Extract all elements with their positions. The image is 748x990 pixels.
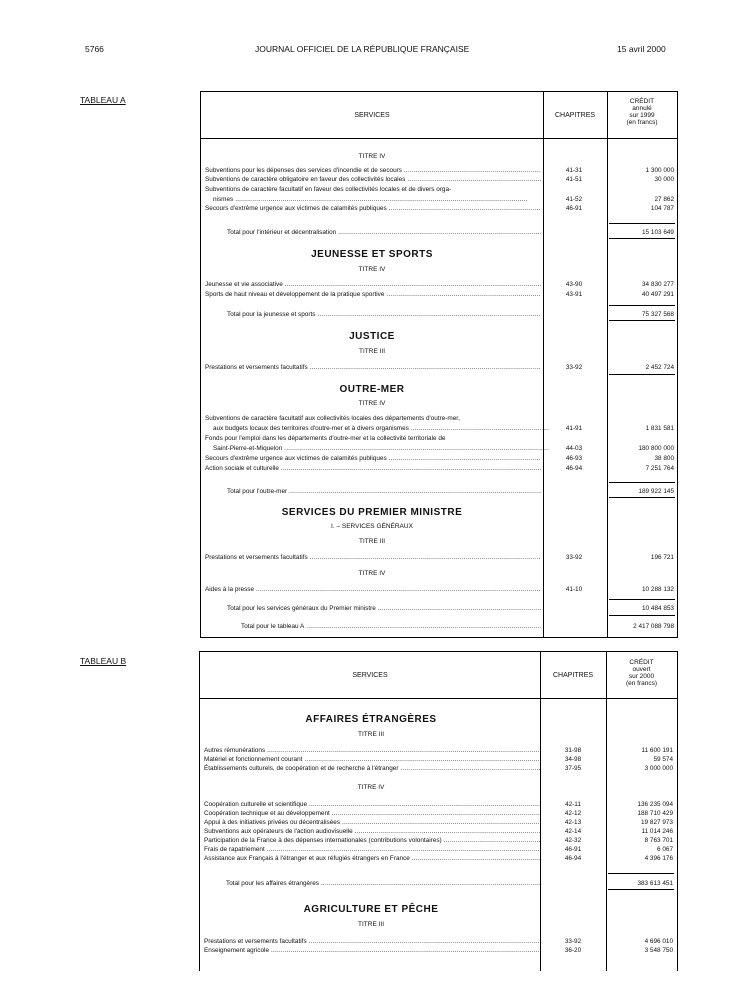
col-header-chapitres: CHAPITRES [552,672,594,679]
total-row: Total pour les affaires étrangères ..... 383 613 451 [200,879,677,888]
page-number: 5766 [85,44,104,54]
titre-heading: TITRE IV [358,570,386,577]
section-title: JUSTICE [349,331,395,342]
table-row: aux budgets locaux des territoires d'outre-mer et à divers organismes ..... 41-91 1 831 581 [201,424,677,433]
table-row: Saint-Pierre-et-Miquelon ..... 44-03 180 800 000 [201,444,677,453]
table-row: Assistance aux Français à l'étranger et aux réfugiés étrangers en France ..... 46-94 4 396 176 [200,854,677,863]
table-row: Matériel et fonctionnement courant ..... 34-98 59 574 [200,755,677,764]
titre-heading: TITRE III [358,731,384,738]
table-row: Subventions pour les dépenses des services d'incendie et de secours ..... 41-31 1 300 000 [201,166,677,175]
table-row: nismes ..... 41-52 27 862 [201,195,677,204]
table-row: Prestations et versements facultatifs ..... 33-92 2 452 724 [201,363,677,372]
section-title: SERVICES DU PREMIER MINISTRE [281,507,463,518]
titre-heading: TITRE IV [358,400,386,407]
table-row: Frais de rapatriement ..... 46-91 6 067 [200,845,677,854]
titre-heading: TITRE III [358,921,384,928]
section-title: JEUNESSE ET SPORTS [311,249,433,260]
total-row: Total pour l'outre-mer ..... 189 922 145 [201,487,677,496]
titre-heading: TITRE IV [358,153,386,160]
table-row: Subventions de caractère obligatoire en faveur des collectivités locales ..... 41-51 30 000 [201,175,677,184]
titre-heading: TITRE IV [357,784,385,791]
table-row: Secours d'extrême urgence aux victimes de calamités publiques ..... 46-91 104 787 [201,204,677,213]
table-row: Prestations et versements facultatifs ..... 33-92 196 721 [201,553,677,562]
tableau-b-label: TABLEAU B [80,656,127,666]
tableau-a [200,91,678,638]
table-row: Subventions de caractère facultatif aux collectivités locales des départements d'outre-mer, [205,415,460,422]
table-row: Secours d'extrême urgence aux victimes de calamités publiques ..... 46-93 38 800 [201,454,677,463]
tableau-a-label: TABLEAU A [80,95,126,105]
table-row: Établissements culturels, de coopération et de recherche à l'étranger ..... 37-95 3 000 000 [200,764,677,773]
section-subtitle: I. – SERVICES GÉNÉRAUX [331,523,413,530]
table-row: Subventions de caractère facultatif en faveur des collectivités locales et de divers orga- [205,186,452,193]
titre-heading: TITRE III [359,348,385,355]
col-header-chapitres: CHAPITRES [554,112,596,119]
table-row: Enseignement agricole ..... 36-20 3 548 750 [200,946,677,955]
section-title: AGRICULTURE ET PÊCHE [303,904,439,915]
tableau-b [199,651,678,971]
table-row: Action sociale et culturelle ..... 46-94 7 251 764 [201,464,677,473]
table-row: Fonds pour l'emploi dans les départements d'outre-mer et la collectivité territoriale de [205,435,446,442]
col-header-services: SERVICES [352,672,388,679]
table-row: Jeunesse et vie associative ..... 43-90 34 830 277 [201,280,677,289]
table-row: Participation de la France à des dépenses internationales (contributions volontaires) ..... 42-32 8 763 701 [200,836,677,845]
table-row: Coopération technique et au développement ..... 42-12 188 710 429 [200,809,677,818]
total-row: Total pour la jeunesse et sports ..... 75 327 568 [201,310,677,319]
col-header-credit: CRÉDIT annulé sur 1999 (en francs) [626,98,658,126]
journal-title: JOURNAL OFFICIEL DE LA RÉPUBLIQUE FRANÇAISE [255,44,470,54]
table-row: Appui à des initiatives privées ou décentralisées ..... 42-13 19 827 973 [200,818,677,827]
total-row: Total pour les services généraux du Premier ministre ..... 10 484 853 [201,604,677,613]
table-row: Sports de haut niveau et développement de la pratique sportive ..... 43-91 40 497 291 [201,290,677,299]
table-row: Prestations et versements facultatifs ..... 33-92 4 696 010 [200,937,677,946]
table-row: Aides à la presse ..... 41-10 10 288 132 [201,585,677,594]
titre-heading: TITRE III [359,538,385,545]
col-header-credit: CRÉDIT ouvert sur 2000 (en francs) [625,659,658,687]
table-row: Coopération culturelle et scientifique ..... 42-11 136 235 094 [200,800,677,809]
total-row: Total pour l'intérieur et décentralisation ..... 15 103 649 [201,228,677,237]
table-row: Autres rémunérations ..... 31-98 11 600 191 [200,746,677,755]
section-title: AFFAIRES ÉTRANGÈRES [305,714,437,725]
titre-heading: TITRE IV [358,266,386,273]
table-row: Subventions aux opérateurs de l'action audiovisuelle ..... 42-14 11 014 246 [200,827,677,836]
grand-total-row: Total pour le tableau A ..... 2 417 088 798 [201,622,677,631]
issue-date: 15 avril 2000 [617,44,666,54]
section-title: OUTRE-MER [339,384,405,395]
col-header-services: SERVICES [354,112,390,119]
